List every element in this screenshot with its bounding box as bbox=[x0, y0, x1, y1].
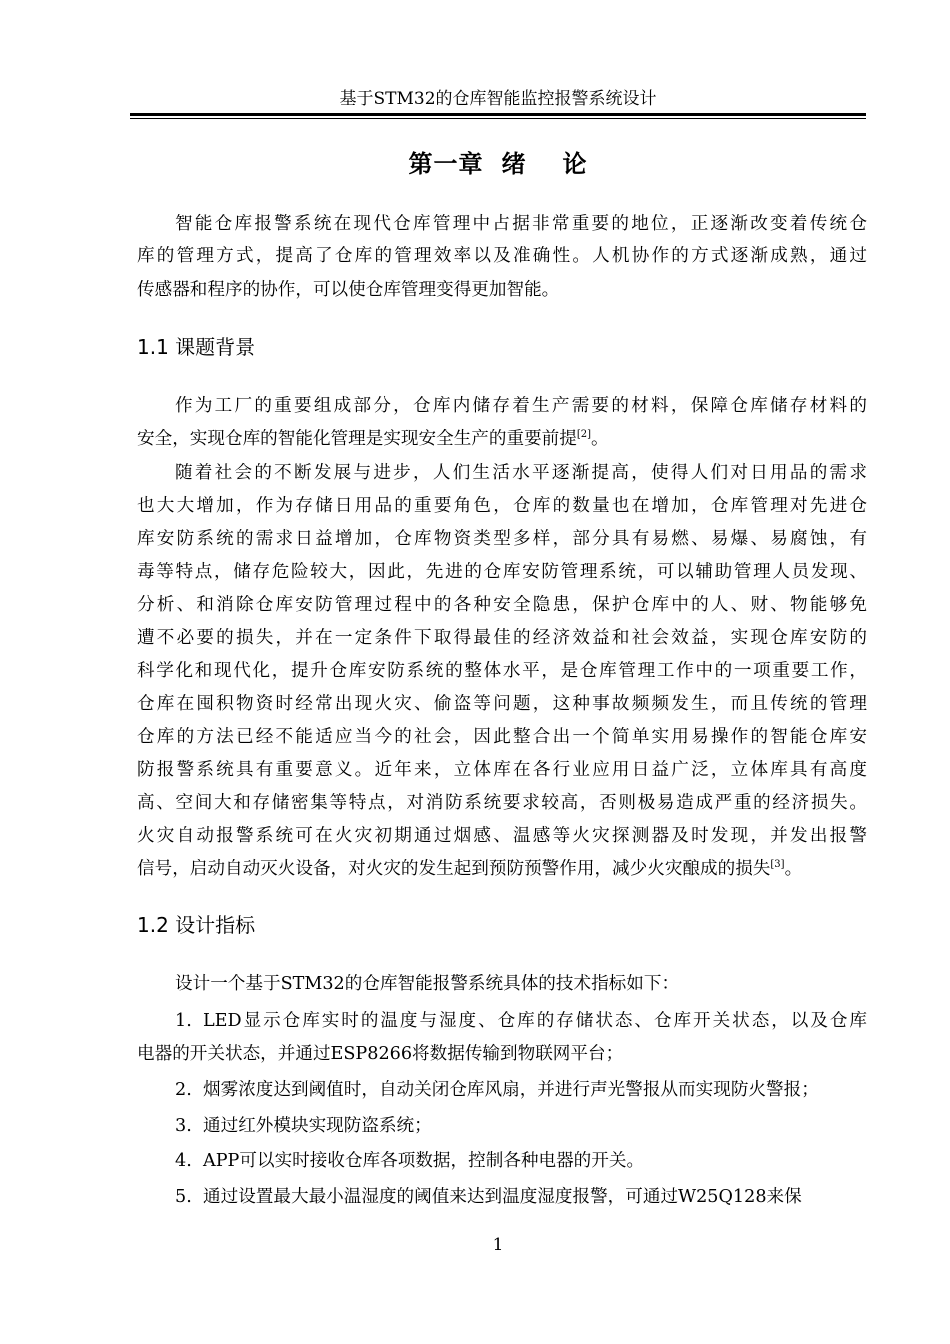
header-rule-thin bbox=[130, 118, 866, 119]
chapter-label: 第一章 bbox=[408, 150, 484, 178]
s1-p2-line-5: 分析、和消除仓库安防管理过程中的各种安全隐患，保护仓库中的人、财、物能够免 bbox=[137, 595, 867, 615]
citation-3: [3] bbox=[770, 859, 785, 870]
section-heading-1-2: 1.2 设计指标 bbox=[137, 913, 256, 937]
list-item-2: 2. 烟雾浓度达到阈值时，自动关闭仓库风扇，并进行声光警报从而实现防火警报； bbox=[175, 1080, 819, 1100]
chapter-title bbox=[130, 148, 866, 180]
s1-p2-line-3: 库安防系统的需求日益增加，仓库物资类型多样，部分具有易燃、易爆、易腐蚀，有 bbox=[137, 529, 867, 549]
s1-p2-line-8: 仓库在囤积物资时经常出现火灾、偷盗等问题，这种事故频频发生，而且传统的管理 bbox=[137, 694, 867, 714]
page-number: 1 bbox=[492, 1235, 504, 1255]
s1-p2-line-11: 高、空间大和存储密集等特点，对消防系统要求较高，否则极易造成严重的经济损失。 bbox=[137, 793, 867, 813]
list-number: 3. bbox=[175, 1116, 192, 1136]
list-item-4: 4. APP可以实时接收仓库各项数据，控制各种电器的开关。 bbox=[175, 1151, 645, 1171]
s1-p2-line-4: 毒等特点，储存危险较大，因此，先进的仓库安防管理系统，可以辅助管理人员发现、 bbox=[137, 562, 867, 582]
s1-p2-line-7: 科学化和现代化，提升仓库安防系统的整体水平，是仓库管理工作中的一项重要工作， bbox=[137, 661, 867, 681]
intro-line-1: 智能仓库报警系统在现代仓库管理中占据非常重要的地位，正逐渐改变着传统仓 bbox=[175, 214, 867, 234]
s1-p2-line-1: 随着社会的不断发展与进步，人们生活水平逐渐提高，使得人们对日用品的需求 bbox=[175, 463, 867, 483]
citation-2: [2] bbox=[576, 429, 592, 440]
list-item-3: 3. 通过红外模块实现防盗系统； bbox=[175, 1116, 432, 1136]
chapter-word-1: 绪 bbox=[501, 150, 527, 178]
list-number: 1. bbox=[175, 1011, 192, 1031]
section-heading-1-1: 1.1 课题背景 bbox=[137, 335, 256, 359]
s1-p1-line-1: 作为工厂的重要组成部分，仓库内储存着生产需要的材料，保障仓库储存材料的 bbox=[175, 396, 867, 416]
list-number: 5. bbox=[175, 1187, 192, 1207]
s2-intro-line: 设计一个基于STM32的仓库智能报警系统具体的技术指标如下： bbox=[175, 974, 680, 994]
s1-p2-line-10: 防报警系统具有重要意义。近年来，立体库在各行业应用日益广泛，立体库具有高度 bbox=[137, 760, 867, 780]
list-number: 2. bbox=[175, 1080, 192, 1100]
list-number: 4. bbox=[175, 1151, 192, 1171]
list-item-5: 5. 通过设置最大最小温湿度的阈值来达到温度湿度报警，可通过W25Q128来保 bbox=[175, 1187, 802, 1207]
list-item-1-line-2: 电器的开关状态，并通过ESP8266将数据传输到物联网平台； bbox=[137, 1044, 624, 1064]
list-item-1-line-1: 1. LED显示仓库实时的温度与湿度、仓库的存储状态、仓库开关状态，以及仓库 bbox=[175, 1011, 867, 1031]
s1-p2-line-12: 火灾自动报警系统可在火灾初期通过烟感、温感等火灾探测器及时发现，并发出报警 bbox=[137, 826, 867, 846]
s1-p2-line-2: 也大大增加，作为存储日用品的重要角色，仓库的数量也在增加，仓库管理对先进仓 bbox=[137, 496, 867, 516]
s1-p2-line-9: 仓库的方法已经不能适应当今的社会，因此整合出一个简单实用易操作的智能仓库安 bbox=[137, 727, 867, 747]
intro-line-3: 传感器和程序的协作，可以使仓库管理变得更加智能。 bbox=[137, 280, 560, 300]
s1-p2-line-13: 信号，启动自动灭火设备，对火灾的发生起到预防预警作用，减少火灾酿成的损失[3]。 bbox=[137, 859, 803, 879]
chapter-word-2: 论 bbox=[562, 150, 588, 178]
header-rule bbox=[130, 113, 866, 116]
intro-line-2: 库的管理方式，提高了仓库的管理效率以及准确性。人机协作的方式逐渐成熟，通过 bbox=[137, 246, 867, 266]
s1-p1-line-2: 安全，实现仓库的智能化管理是实现安全生产的重要前提[2]。 bbox=[137, 429, 609, 449]
running-header: 基于STM32的仓库智能监控报警系统设计 bbox=[339, 89, 657, 109]
s1-p2-line-6: 遭不必要的损失，并在一定条件下取得最佳的经济效益和社会效益，实现仓库安防的 bbox=[137, 628, 867, 648]
